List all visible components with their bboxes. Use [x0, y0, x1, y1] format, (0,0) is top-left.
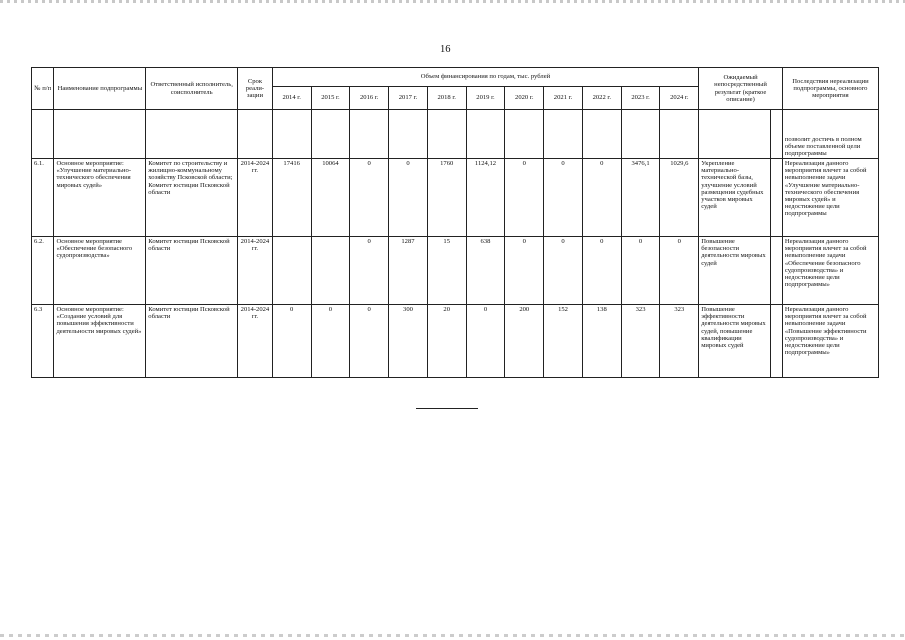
row-value: 0 — [311, 305, 350, 378]
header-year: 2016 г. — [350, 87, 389, 110]
financing-table — [31, 67, 879, 378]
header-consequences: Последствия нереализации подпрограммы, основного мероприятия — [782, 68, 878, 110]
row-value: 1287 — [389, 237, 428, 305]
row-executor: Комитет юстиции Псковской области — [146, 237, 238, 305]
table-row — [32, 305, 879, 378]
header-year: 2023 г. — [621, 87, 660, 110]
row-value: 10064 — [311, 159, 350, 237]
row-value: 3476,1 — [621, 159, 660, 237]
row-value: 1029,6 — [660, 159, 699, 237]
row-term: 2014-2024 гг. — [238, 159, 273, 237]
table-row-continuation — [32, 110, 879, 159]
row-value: 0 — [660, 237, 699, 305]
row-value: 0 — [350, 237, 389, 305]
row-value: 638 — [466, 237, 505, 305]
row-value: 0 — [544, 159, 583, 237]
header-term: Срок реали- зации — [238, 68, 273, 110]
row-value: 15 — [427, 237, 466, 305]
row-name: Основное мероприятие «Обеспечение безопасного судопроизводства» — [54, 237, 146, 305]
row-consequences: Нереализация данного мероприятия влечет за собой невыполнение задачи «Повышение эффективности судопроизводства» и недостижение цели подпрограммы» — [782, 305, 878, 378]
row-value: 300 — [389, 305, 428, 378]
table-row — [32, 159, 879, 237]
row-value: 152 — [544, 305, 583, 378]
row-result: Повышение эффективности деятельности мировых судей, повышение квалификации мировых судей — [699, 305, 770, 378]
row-value: 0 — [350, 159, 389, 237]
row-value: 0 — [582, 237, 621, 305]
scan-edge-top — [0, 0, 905, 3]
row-value: 20 — [427, 305, 466, 378]
header-year: 2018 г. — [427, 87, 466, 110]
end-divider — [416, 408, 478, 409]
continuation-text: позволит достичь в полном объеме поставленной цели подпрограммы — [784, 136, 862, 158]
row-value: 323 — [621, 305, 660, 378]
row-num: 6.2. — [32, 237, 54, 305]
header-financing: Объем финансирования по годам, тыс. рублей — [272, 68, 698, 87]
row-value: 0 — [544, 237, 583, 305]
header-executor: Ответственный исполнитель, соисполнитель — [146, 68, 238, 110]
row-term: 2014-2024 гг. — [238, 305, 273, 378]
row-name: Основное мероприятие: «Улучшение материально-технического обеспечения мировых судей» — [54, 159, 146, 237]
row-consequences: Нереализация данного мероприятия влечет за собой невыполнение задачи «Обеспечение безопасного судопроизводства» и недостижение цели подпрограммы» — [782, 237, 878, 305]
row-term: 2014-2024 гг. — [238, 237, 273, 305]
header-name: Наименование подпрограммы — [54, 68, 146, 110]
row-value: 0 — [272, 305, 311, 378]
header-year: 2015 г. — [311, 87, 350, 110]
row-value: 0 — [350, 305, 389, 378]
row-value: 0 — [505, 237, 544, 305]
row-consequences: Нереализация данного мероприятия влечет за собой невыполнение задачи «Улучшение материально-технического обеспечения мировых судей» и недостижение цели подпрограммы — [782, 159, 878, 237]
header-result: Ожидаемый непосредственный результат (краткое описание) — [699, 68, 783, 110]
row-value: 138 — [582, 305, 621, 378]
row-num: 6.3 — [32, 305, 54, 378]
header-year: 2021 г. — [544, 87, 583, 110]
row-num: 6.1. — [32, 159, 54, 237]
row-executor: Комитет юстиции Псковской области — [146, 305, 238, 378]
row-value: 1760 — [427, 159, 466, 237]
row-value: 0 — [582, 159, 621, 237]
row-value: 0 — [389, 159, 428, 237]
row-result: Повышение безопасности деятельности мировых судей — [699, 237, 770, 305]
row-value — [311, 237, 350, 305]
row-value: 17416 — [272, 159, 311, 237]
header-year: 2014 г. — [272, 87, 311, 110]
header-year: 2019 г. — [466, 87, 505, 110]
header-year: 2022 г. — [582, 87, 621, 110]
row-value: 0 — [621, 237, 660, 305]
row-value: 323 — [660, 305, 699, 378]
row-name: Основное мероприятие: «Создание условий для повышения эффективности деятельности мировых судей» — [54, 305, 146, 378]
row-value: 200 — [505, 305, 544, 378]
row-value — [272, 237, 311, 305]
row-value: 0 — [466, 305, 505, 378]
header-year: 2024 г. — [660, 87, 699, 110]
scan-edge-bottom — [0, 634, 905, 637]
row-value: 1124,12 — [466, 159, 505, 237]
header-num: № п/п — [32, 68, 54, 110]
table-row — [32, 237, 879, 305]
row-executor: Комитет по строительству и жилищно-коммунальному хозяйству Псковской области; Комитет юстиции Псковской области — [146, 159, 238, 237]
row-value: 0 — [505, 159, 544, 237]
header-year: 2020 г. — [505, 87, 544, 110]
page-number: 16 — [440, 44, 451, 55]
row-result: Укрепление материально-технической базы, улучшение условий размещения судебных участков мировых судей — [699, 159, 770, 237]
header-year: 2017 г. — [389, 87, 428, 110]
